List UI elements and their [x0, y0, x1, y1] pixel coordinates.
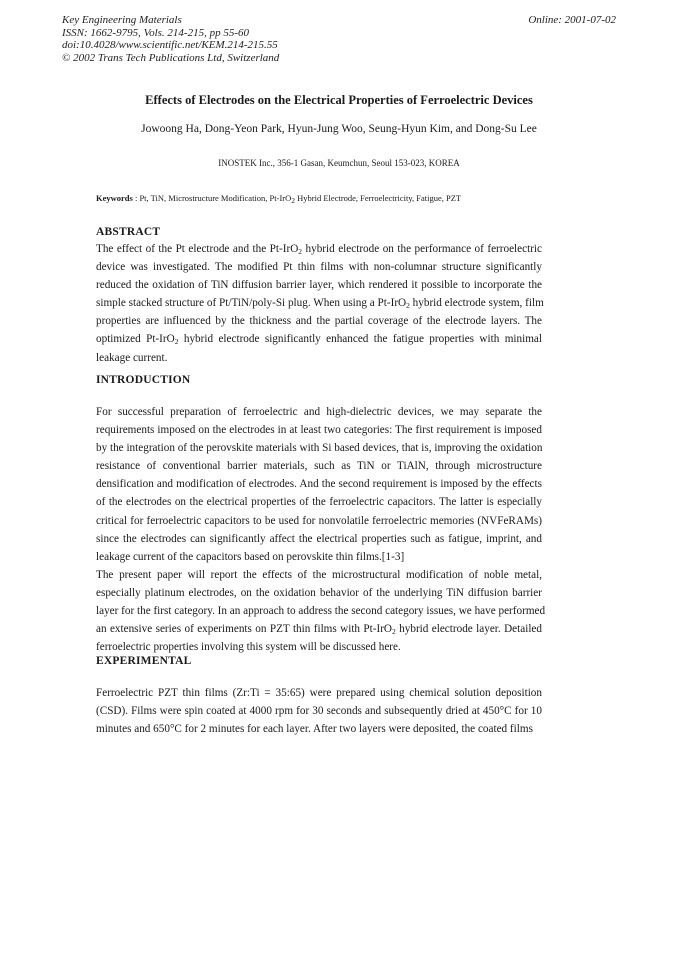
- text-line: by the integration of the perovskite materials with Si based devices, that is, improving the oxidation: [96, 442, 543, 455]
- affiliation: INOSTEK Inc., 356-1 Gasan, Keumchun, Seoul 153-023, KOREA: [218, 158, 460, 168]
- online-date: Online: 2001-07-02: [528, 14, 616, 26]
- text-line: simple stacked structure of Pt/TiN/poly-Si plug. When using a Pt-IrO$_2$ hybrid electrode system, film: [96, 297, 544, 311]
- text-line: critical for ferroelectric capacitors to be used for nonvolatile ferroelectric memories (NVFeRAMs): [96, 514, 542, 527]
- issn-line: ISSN: 1662-9795, Vols. 214-215, pp 55-60: [62, 26, 249, 39]
- text-line: reduced the oxidation of TiN diffusion barrier layer, which rendered it possible to incorporate the: [96, 279, 542, 292]
- text-line: since the electrodes can significantly affect the electrical properties such as fatigue, imprint, and: [96, 532, 542, 545]
- text-line: The effect of the Pt electrode and the Pt-IrO$_2$ hybrid electrode on the performance of ferroelectric: [96, 243, 542, 256]
- text-line: The present paper will report the effects of the microstructural modification of noble metal,: [96, 569, 542, 581]
- text-line: ferroelectric properties involving this system will be discussed here.: [96, 641, 401, 654]
- text-line: leakage current.: [96, 351, 168, 364]
- text-line: device was investigated. The modified Pt thin films with non-columnar structure significantly: [96, 261, 542, 274]
- text-line: resistance of conventional barrier materials, such as TiN or TiAlN, through microstructure: [96, 460, 542, 473]
- text-line: optimized Pt-IrO$_2$ hybrid electrode significantly enhanced the fatigue properties with minimal: [96, 333, 542, 347]
- paper-title: Effects of Electrodes on the Electrical Properties of Ferroelectric Devices: [145, 93, 533, 107]
- doi-line: doi:10.4028/www.scientific.net/KEM.214-215.55: [62, 39, 278, 51]
- text-line: For successful preparation of ferroelectric and high-dielectric devices, we may separate the: [96, 406, 542, 418]
- experimental-body: [96, 684, 542, 738]
- keywords-text-a: : Pt, TiN, Microstructure Modification, Pt-IrO: [132, 193, 292, 203]
- keywords-line: [96, 193, 461, 203]
- text-line: minutes and 650°C for 2 minutes for each layer. After two layers were deposited, the coated films: [96, 723, 533, 736]
- text-line: an extensive series of experiments on PZT thin films with Pt-IrO$_2$ hybrid electrode layer. Detailed: [96, 623, 542, 637]
- introduction-body-2: [96, 566, 546, 656]
- journal-name: Key Engineering Materials: [62, 14, 182, 26]
- text-line: properties are influenced by the thickness and the partial coverage of the electrode layers. The: [96, 315, 542, 328]
- text-line: especially platinum electrodes, on the oxidation behavior of the underlying TiN diffusion barrier: [96, 587, 542, 600]
- subscript: 2: [291, 196, 296, 205]
- text-line: of the electrodes on the electrical properties of the ferroelectric capacitors. The latter is especially: [96, 496, 542, 509]
- text-line: Ferroelectric PZT thin films (Zr:Ti = 35:65) were prepared using chemical solution deposition: [96, 687, 542, 699]
- text-line: requirements imposed on the electrodes in at least two categories: The first requirement is imposed: [96, 424, 542, 437]
- experimental-heading: EXPERIMENTAL: [96, 655, 192, 667]
- text-line: (CSD). Films were spin coated at 4000 rpm for 30 seconds and subsequently dried at 450°C for 10: [96, 705, 542, 718]
- running-header-left: [62, 14, 279, 64]
- text-line: densification and modification of electrodes. And the second requirement is imposed by the effects: [96, 478, 542, 491]
- keywords-label: Keywords: [96, 193, 133, 203]
- introduction-body: [96, 403, 542, 566]
- text-line: leakage current of the capacitors based on perovskite thin films.[1-3]: [96, 550, 405, 563]
- text-line: layer for the first category. In an approach to address the second category issues, we have performed: [96, 605, 546, 618]
- abstract-body: [96, 240, 542, 367]
- abstract-heading: ABSTRACT: [96, 226, 161, 238]
- author-list: Jowoong Ha, Dong-Yeon Park, Hyun-Jung Woo, Seung-Hyun Kim, and Dong-Su Lee: [141, 123, 537, 135]
- introduction-heading: INTRODUCTION: [96, 374, 191, 386]
- keywords-text-b: Hybrid Electrode, Ferroelectricity, Fatigue, PZT: [295, 193, 462, 203]
- copyright-line: © 2002 Trans Tech Publications Ltd, Switzerland: [62, 51, 280, 64]
